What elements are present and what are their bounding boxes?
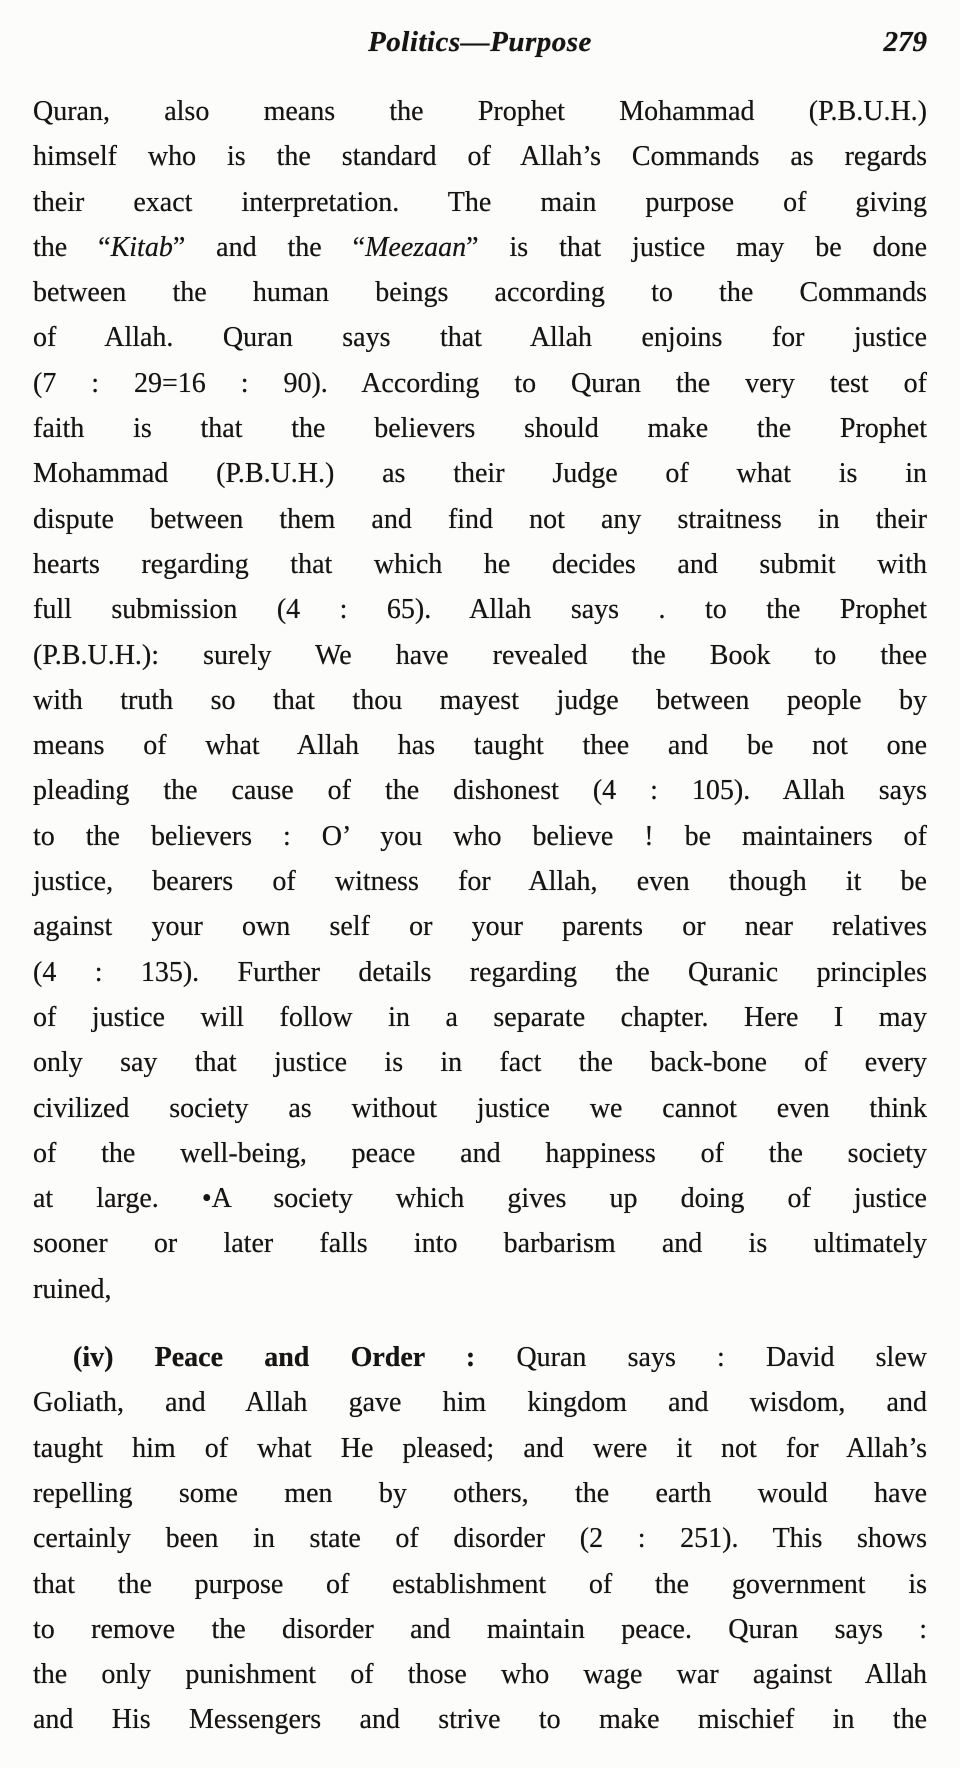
text-segment: the only punishment of those who wage war against Allah	[33, 1659, 927, 1691]
text-line	[33, 451, 927, 496]
text-segment: and His Messengers and strive to make mischief in the	[33, 1704, 927, 1736]
text-segment: full submission (4 : 65). Allah says . to the Prophet	[33, 594, 927, 626]
text-segment: that the purpose of establishment of the government is	[33, 1568, 927, 1600]
text-segment: to remove the disorder and maintain peace. Quran says :	[33, 1613, 927, 1645]
text-line	[33, 225, 927, 270]
text-segment: pleading the cause of the dishonest (4 : 105). Allah says	[33, 775, 927, 807]
text-line	[33, 270, 927, 315]
text-line	[33, 361, 927, 406]
text-line	[33, 1471, 927, 1516]
text-line	[33, 542, 927, 587]
text-line	[33, 950, 927, 995]
text-line	[33, 678, 927, 723]
text-segment: Mohammad (P.B.U.H.) as their Judge of what is in	[33, 458, 927, 490]
text-segment: against your own self or your parents or near relatives	[33, 911, 927, 943]
text-line	[33, 1131, 927, 1176]
text-segment: only say that justice is in fact the back-bone of every	[33, 1047, 927, 1079]
text-segment: ” and the “	[172, 231, 366, 263]
text-line	[33, 995, 927, 1040]
text-line	[33, 134, 927, 179]
bold-text: (iv) Peace and Order :	[73, 1342, 476, 1374]
text-line	[33, 1516, 927, 1561]
text-segment: certainly been in state of disorder (2 : 251). This shows	[33, 1523, 927, 1555]
text-line	[33, 587, 927, 632]
text-segment: to the believers : O’ you who believe ! be maintainers of	[33, 820, 927, 852]
text-segment: civilized society as without justice we cannot even think	[33, 1092, 927, 1124]
text-line	[33, 768, 927, 813]
italic-text: Kitab	[110, 231, 173, 263]
text-line	[33, 1652, 927, 1697]
italic-text: Meezaan	[365, 231, 467, 263]
text-line	[33, 1176, 927, 1221]
text-line	[33, 633, 927, 678]
text-segment: at large. •A society which gives up doing of justice	[33, 1183, 927, 1215]
text-line	[33, 1267, 927, 1312]
page-text-body	[33, 89, 927, 1743]
text-line	[33, 1607, 927, 1652]
text-segment: their exact interpretation. The main purpose of giving	[33, 186, 927, 218]
text-segment: of Allah. Quran says that Allah enjoins for justice	[33, 322, 927, 354]
text-line	[33, 1562, 927, 1607]
paragraph	[33, 89, 927, 1312]
text-line	[33, 497, 927, 542]
text-segment: (4 : 135). Further details regarding the Quranic principles	[33, 956, 927, 988]
text-line	[33, 1040, 927, 1085]
text-segment: faith is that the believers should make the Prophet	[33, 413, 927, 445]
text-line	[33, 180, 927, 225]
text-line	[33, 1697, 927, 1742]
text-segment: of justice will follow in a separate chapter. Here I may	[33, 1001, 927, 1033]
text-line	[33, 723, 927, 768]
text-segment: the “	[33, 231, 111, 263]
text-segment: with truth so that thou mayest judge between people by	[33, 684, 927, 716]
page-title: Politics—Purpose	[368, 26, 592, 58]
text-line	[33, 859, 927, 904]
text-segment: Goliath, and Allah gave him kingdom and wisdom, and	[33, 1387, 927, 1419]
text-line	[33, 1335, 927, 1380]
page-number: 279	[883, 26, 927, 58]
text-segment: means of what Allah has taught thee and be not one	[33, 730, 927, 762]
text-segment: between the human beings according to the Commands	[33, 277, 927, 309]
text-segment: hearts regarding that which he decides and submit with	[33, 548, 927, 580]
text-segment: of the well-being, peace and happiness of the society	[33, 1137, 927, 1169]
text-segment: justice, bearers of witness for Allah, even though it be	[33, 866, 927, 898]
text-segment: (7 : 29=16 : 90). According to Quran the very test of	[33, 367, 927, 399]
running-header	[33, 26, 927, 70]
text-segment: sooner or later falls into barbarism and is ultimately	[33, 1228, 927, 1260]
text-segment: ” is that justice may be done	[466, 231, 927, 263]
text-line	[33, 1426, 927, 1471]
text-segment: repelling some men by others, the earth would have	[33, 1477, 927, 1509]
text-line	[33, 1086, 927, 1131]
text-segment: Quran, also means the Prophet Mohammad (P.B.U.H.)	[33, 96, 927, 127]
text-line	[33, 814, 927, 859]
paragraph	[33, 1335, 927, 1743]
text-segment: dispute between them and find not any straitness in their	[33, 503, 927, 535]
text-line	[33, 406, 927, 451]
text-line	[33, 89, 927, 134]
text-segment: himself who is the standard of Allah’s Commands as regards	[33, 141, 927, 173]
text-segment: (P.B.U.H.): surely We have revealed the Book to thee	[33, 639, 927, 671]
text-line	[33, 315, 927, 360]
text-segment: ruined,	[33, 1273, 112, 1305]
text-line	[33, 1221, 927, 1266]
text-line	[33, 904, 927, 949]
text-segment: Quran says : David slew	[475, 1342, 927, 1374]
text-segment: taught him of what He pleased; and were it not for Allah’s	[33, 1432, 927, 1464]
text-line	[33, 1380, 927, 1425]
